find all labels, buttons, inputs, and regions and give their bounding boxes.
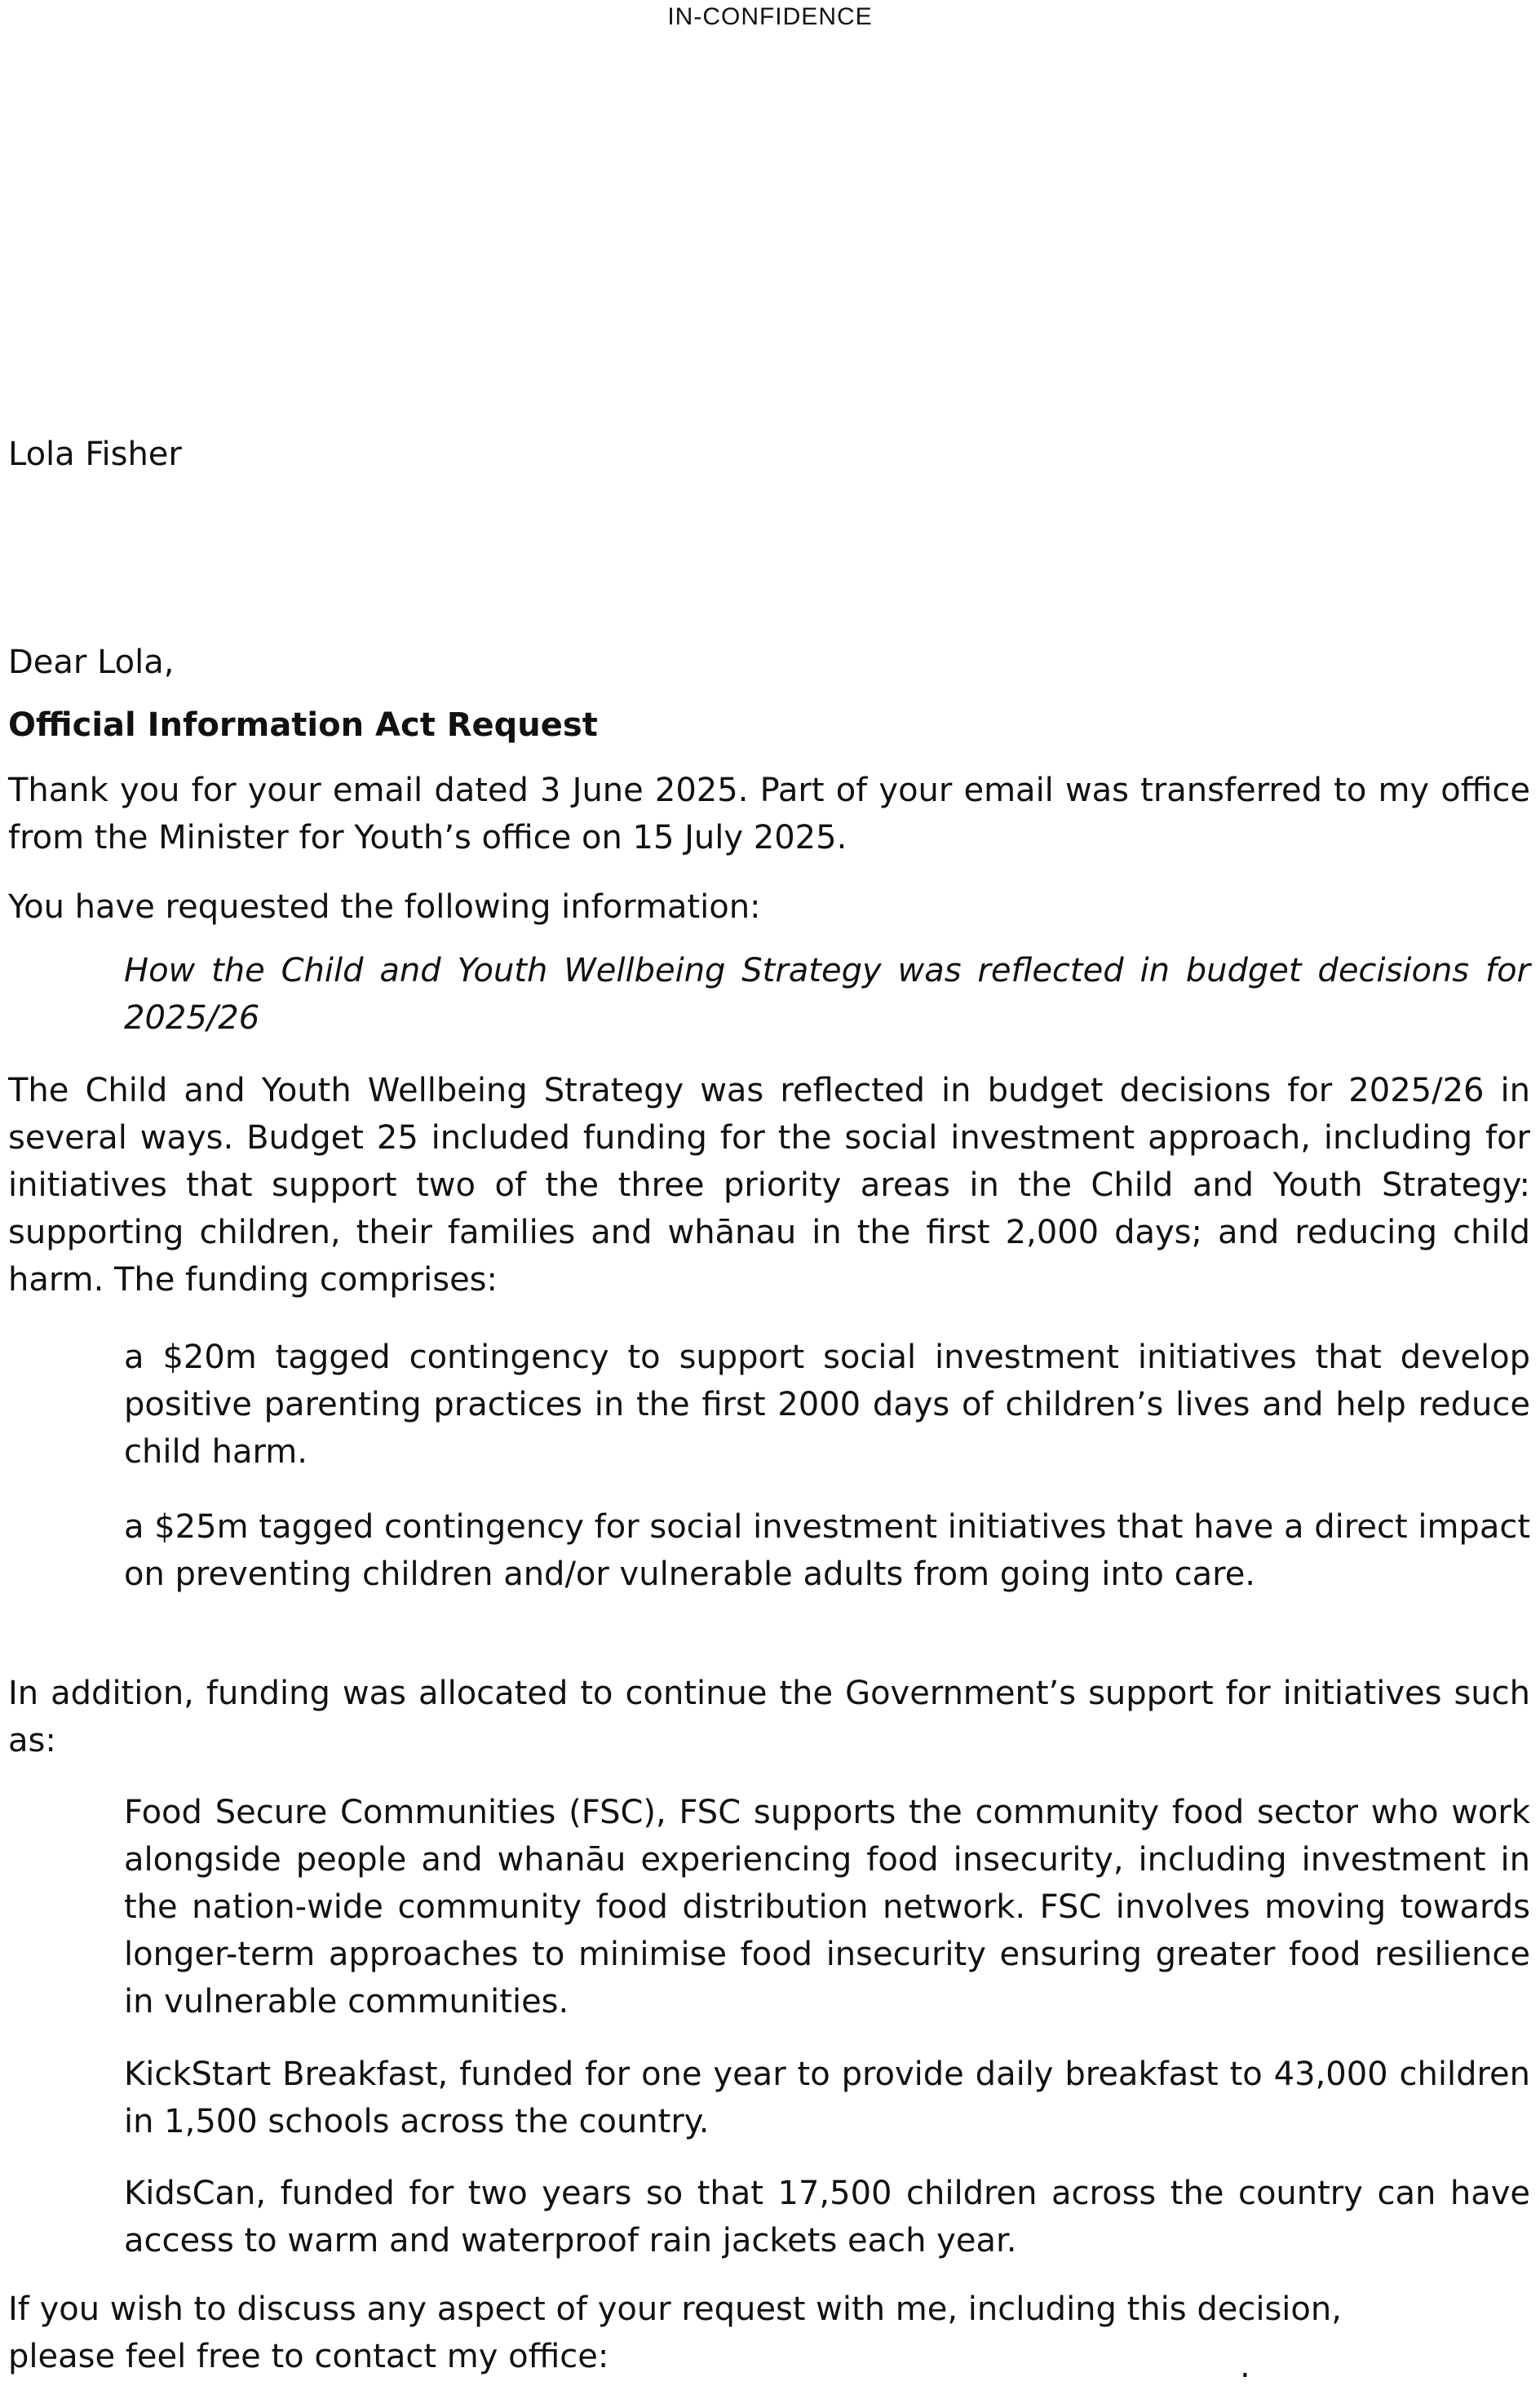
contact-line-1: If you wish to discuss any aspect of your request with me, including this decision, — [8, 2290, 1342, 2328]
request-quote: How the Child and Youth Wellbeing Strategy was reflected in budget decisions for 2025/26 — [124, 952, 1530, 1037]
initiative-item: Food Secure Communities (FSC), FSC supports the community food sector who work alongside people and whanāu experiencing food insecurity, including investment in the nation-wide community food distribution network. FSC involves moving towards longer-term approaches to minimise food insecurity ensuring greater food resilience in vulnerable communities. — [124, 1794, 1530, 2020]
paragraph-contact — [8, 2286, 1530, 2380]
funding-item: a $25m tagged contingency for social investment initiatives that have a direct impact on preventing children and/or vulnerable adults from going into care. — [124, 1508, 1530, 1593]
redacted-contact-end-mark: . — [1240, 2348, 1250, 2385]
paragraph-budget-response: The Child and Youth Wellbeing Strategy was reflected in budget decisions for 2025/26 in several ways. Budget 25 included funding for the social investment approach, including for initiatives that support two of the three priority areas in the Child and Youth Strategy: supporting children, their families and whānau in the first 2,000 days; and reducing child harm. The funding comprises: — [8, 1072, 1530, 1299]
classification-marking: IN-CONFIDENCE — [667, 3, 873, 30]
initiative-item: KidsCan, funded for two years so that 17,500 children across the country can have access to warm and waterproof rain jackets each year. — [124, 2175, 1530, 2259]
initiative-item: KickStart Breakfast, funded for one year to provide daily breakfast to 43,000 children in 1,500 schools across the country. — [124, 2056, 1530, 2140]
recipient-name: Lola Fisher — [8, 436, 182, 473]
funding-item: a $20m tagged contingency to support social investment initiatives that develop positive parenting practices in the first 2000 days of children’s lives and help reduce child harm. — [124, 1339, 1530, 1471]
paragraph-acknowledgement: Thank you for your email dated 3 June 2025. Part of your email was transferred to my office from the Minister for Youth’s office on 15 July 2025. — [8, 772, 1530, 856]
subject-heading: Official Information Act Request — [8, 706, 598, 744]
salutation: Dear Lola, — [8, 644, 175, 681]
paragraph-additional-funding: In addition, funding was allocated to continue the Government’s support for initiatives such as: — [8, 1675, 1530, 1759]
contact-line-2: please feel free to contact my office: — [8, 2338, 609, 2375]
paragraph-request-intro: You have requested the following information: — [8, 888, 761, 926]
